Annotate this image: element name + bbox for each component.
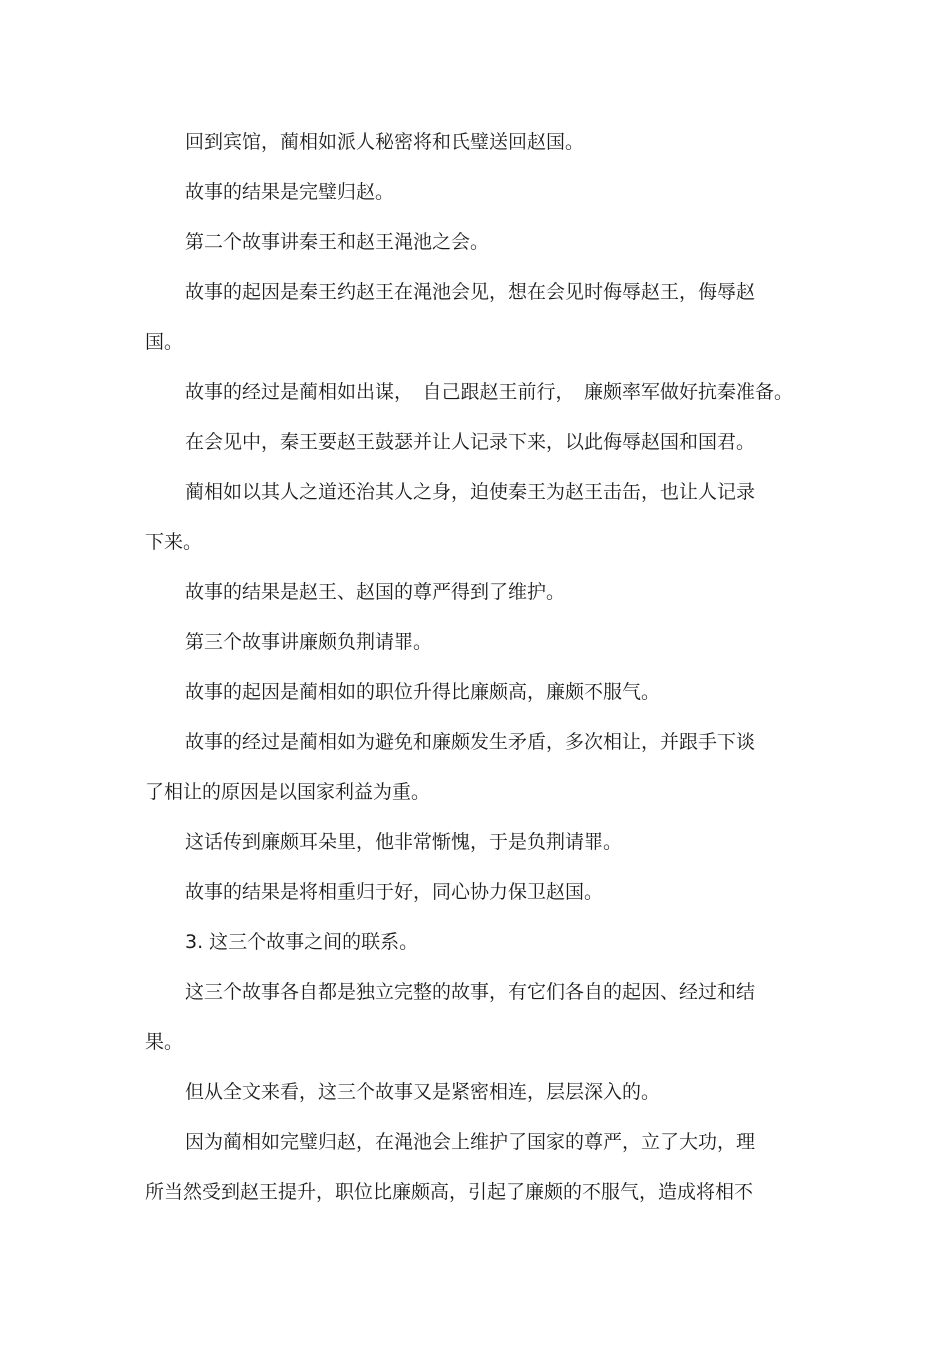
text-line: 故事的经过是蔺相如为避免和廉颇发生矛盾，多次相让，并跟手下谈 [185, 731, 756, 753]
text-line: 下来。 [145, 531, 203, 553]
text-line: 第二个故事讲秦王和赵王渑池之会。 [185, 231, 490, 253]
text-line: 这三个故事各自都是独立完整的故事，有它们各自的起因、经过和结 [185, 981, 756, 1003]
text-line: 了相让的原因是以国家利益为重。 [145, 781, 431, 803]
text-line: 故事的结果是将相重归于好，同心协力保卫赵国。 [185, 881, 604, 903]
section-heading: 3. 这三个故事之间的联系。 [185, 931, 419, 953]
text-line: 故事的起因是秦王约赵王在渑池会见，想在会见时侮辱赵王，侮辱赵 [185, 281, 756, 303]
text-line: 所当然受到赵王提升，职位比廉颇高，引起了廉颇的不服气，造成将相不 [145, 1181, 754, 1203]
text-line: 故事的经过是蔺相如出谋， 自己跟赵王前行， 廉颇率军做好抗秦准备。 [185, 381, 794, 403]
text-line: 果。 [145, 1031, 184, 1053]
body-text [145, 125, 805, 1225]
text-line: 在会见中，秦王要赵王鼓瑟并让人记录下来，以此侮辱赵国和国君。 [185, 431, 756, 453]
text-line: 回到宾馆，蔺相如派人秘密将和氏璧送回赵国。 [185, 131, 585, 153]
text-line: 这话传到廉颇耳朵里，他非常惭愧，于是负荆请罪。 [185, 831, 623, 853]
text-line: 但从全文来看，这三个故事又是紧密相连，层层深入的。 [185, 1081, 661, 1103]
text-line: 故事的起因是蔺相如的职位升得比廉颇高，廉颇不服气。 [185, 681, 661, 703]
text-line: 故事的结果是完璧归赵。 [185, 181, 395, 203]
text-line: 第三个故事讲廉颇负荆请罪。 [185, 631, 433, 653]
text-line: 国。 [145, 331, 184, 353]
text-line: 蔺相如以其人之道还治其人之身，迫使秦王为赵王击缶，也让人记录 [185, 481, 756, 503]
text-line: 故事的结果是赵王、赵国的尊严得到了维护。 [185, 581, 566, 603]
text-line: 因为蔺相如完璧归赵，在渑池会上维护了国家的尊严，立了大功，理 [185, 1131, 756, 1153]
